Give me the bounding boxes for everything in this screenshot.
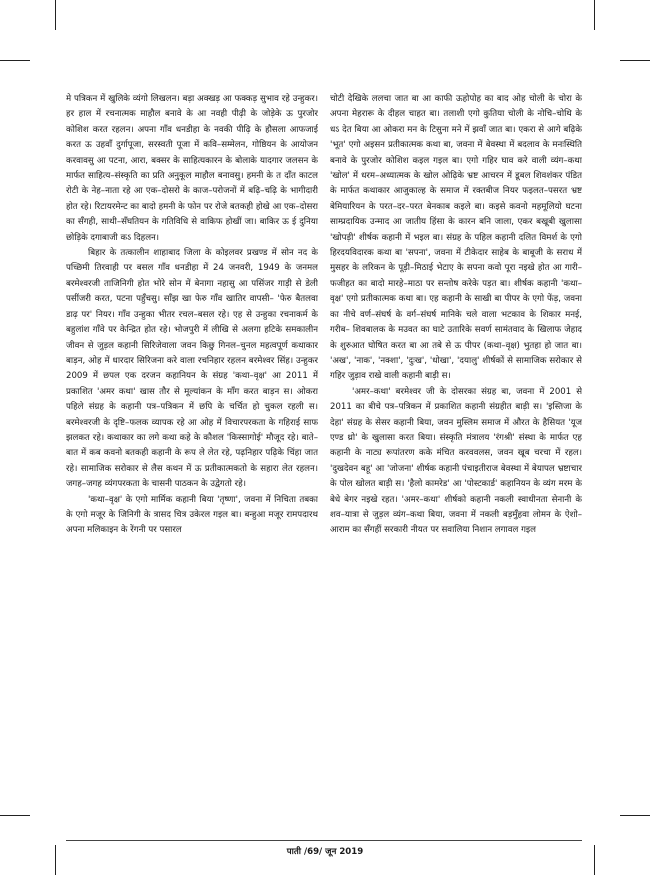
paragraph: 'कथा–वृक्ष' के एगो मार्मिक कहानी बिया 'तृष्णा', जवना में निचिता तबका के एगो मजूर के जिनिगी के त्रासद चित्र उकेरल गइल बा। बन्हुआ मजूर रामपदारथ अपना मलिकाइन के रेंगनी पर पसारल — [66, 494, 318, 536]
paragraph: 'अमर–कथा' बरमेश्वर जी के दोसरका संग्रह बा, जवना में 2001 से 2011 का बीचे पत्र–पत्रिकन में प्रकाशित कहानी संग्रहीत बाड़ी स। 'इस्तिजा के देहा' संग्रह के सेसर कहानी बिया, जवन मुस्लिम समाज में औरत के हैसियत 'यूज एण्ड थ्रो' के खुलासा करत बिया। संस्कृति मंत्रालय 'रंगश्री' संस्था के मार्फत एह कहानी के नाट्य रूपांतरण कके मंचित करववलस, जवन खूब चरचा में रहल। 'दुखदेवन बहू' आ 'जोजना' शीर्षक कहानी पंचाइतीराज बेवस्था में बेयापल भ्रष्टाचार के पोल खोलत बाड़ी स। 'हैलो कामरेड' आ 'पोस्टकार्ड' कहानियन के व्यंग मरम के बेधे बेगर नइखे रहत। 'अमर–कथा' शीर्षको कहानी नकली स्वाधीनता सेनानी के शव–यात्रा से जुड़ल व्यंग–कथा बिया, जवना में नकली बड़मुँहवा लोमन के ऐशो–आराम का सँगहीं सरकारी नीयत पर सवालिया निशान लगावल गइल — [330, 386, 582, 536]
article-body — [66, 92, 582, 834]
footer-rule — [66, 840, 582, 841]
crop-mark — [0, 60, 30, 61]
crop-mark — [594, 0, 595, 30]
right-column — [330, 92, 582, 834]
crop-mark — [620, 60, 650, 61]
paragraph: चोटी देखिके ललचा जात बा आ काफी ऊहोपोह का बाद ओह चोली के चोरा के अपना मेहरारू के दीहल चाहत बा। तलाशी एगो कुतिया चोली के नोचि–चोथि के धऽ देत बिया आ ओकरा मन के टिसुना मने में झवाँ जात बा। एकरा से आगे बढ़िके 'भूत' एगो अइसन प्रतीकात्मक कथा बा, जवना में बेवस्था में बदलाव के मनःस्थिति बनावे के पुरजोर कोशिश कइल गइल बा। एगो गहिर घाव करे वाली व्यंग–कथा 'खोल' में धरम–अध्यात्मक के खोल ओढ़िके भ्रष्ट आचरन में डूबल शिवशंकर पंडित के मार्फत कथाकार आजुकाल्ह के समाज में रक्तबीज नियर फइलत–पसरत भ्रष्ट बेमियारियन के परत–दर–परत बेनकाब कइले बा। कइसे कवनो महमूलियो घटना साम्प्रदायिक उन्माद आ जातीय हिंसा के कारन बनि जाला, एकर बखूबी खुलासा 'खोपड़ी' शीर्षक कहानी में भइल बा। संग्रह के पहिल कहानी दलित विमर्श के एगो हिरदयविदारक कथा बा 'सपना', जवना में टीकेदार साहेब के बाबूजी के सराध में मुसहर के लरिकन के पूड़ी–मिठाई भेटाए के सपना कवो पूरा नइखे होत आ गारी–फजीहत का बादो मारहे–माठा पर सन्तोष करेके पड़त बा। शीर्षक कहानी 'कथा–वृक्ष' एगो प्रतीकात्मक कथा बा। एह कहानी के साखी बा पीपर के एगो फेंड़, जवना का नीचे वर्ण–संघर्ष के वर्ग–संघर्ष मानिके चले वाला भटकाव के शिकार मनई, गरीब– शिवबालक के मउवत का घाटे उतारिके सवर्ण सामंतवाद के खिलाफ जेहाद के शुरुआत घोषित करत बा आ तबे से ऊ पीपर (कथा–वृक्ष) भुतहा हो जात बा। 'अख', 'नाक', 'नक्शा', 'दुःख', 'धोखा', 'दयालु' शीर्षकों से सामाजिक सरोकार से गहिर जुड़ाव राखे वाली कहानी बाड़ी स। — [330, 94, 582, 382]
paragraph: मे पत्रिकन में खुलिके व्यंगो लिखलन। बड़ा अक्खड़ आ फक्कड़ सुभाव रहे उन्हुकर। हर हाल में रचनात्मक माहौल बनावे के आ नवही पीढ़ी के जोड़ेके ऊ पुरजोर कोशिश करत रहलन। अपना गाँव धनडीहा के नवकी पीढ़ि के हौसला आफजाई करत ऊ उहवाँ दुर्गापूजा, सरस्वती पूजा में कवि–सम्मेलन, गोष्ठियन के आयोजन करवावसु आ पटना, आरा, बक्सर के साहित्यकारन के बोलाके यादगार जलसन के मार्फत साहित्य–संस्कृति का प्रति अनुकूल माहौल बनावसु। हमनी के त दाँत काटल रोटी के नेह–नाता रहे आ एक–दोसरो के काज–परोजनों में बढ़ि–चढ़ि के भागीदारी होत रहे। रिटायरमेन्ट का बादो हमनी के फोन पर रोजे बतकही होखे आ एक–दोसरा का सँगही, साथी–सँघतियन के गतिविधि से वाकिफ होखीं जा। बाकिर ऊ ई दुनिया छोड़िके दगाबाजी कऽ दिहलन। — [66, 94, 318, 243]
crop-mark — [0, 815, 30, 816]
page-footer: पाती /69/ जून 2019 — [286, 847, 364, 857]
crop-mark — [620, 815, 650, 816]
paragraph: बिहार के तत्कालीन शाहाबाद जिला के कोइलवर प्रखण्ड में सोन नद के पच्छिमी तिरवाही पर बसल गाँव धनडीहा में 24 जनवरी, 1949 के जनमल बरमेश्वरजी ताजिनिगी होत भोरे सोन में बेनागा नहासु आ पसिंजर गाड़ी से डेली पसींजरी करत, पटना पहुँचसु। साँझ खा फेरु गाँव खातिर वापसी– 'फेरु बैतलवा डाढ़ पर' नियर। गाँव उन्हुका भीतर रचल–बसल रहे। एह से उन्हुका रचनाकर्म के बहुलांश गाँवे पर केन्द्रित होत रहे। भोजपुरी में लीखि से अलगा हटिके समकालीन जीवन से जुड़ल कहानी सिरिजेवाला जवन किछु गिनल–चुनल महत्वपूर्ण कथाकार बाड़न, ओह में धारदार सिरिजना करे वाला रचनिहार रहलन बरमेश्वर सिंह। उन्हुकर 2009 में छपल एक दरजन कहानियन के संग्रह 'कथा–वृक्ष' आ 2011 में प्रकाशित 'अमर कथा' खास तौर से मूल्यांकन के माँग करत बाड़न स। ओकरा पहिले संग्रह के कहानी पत्र–पत्रिकन में छपि के चर्चित हो चुकल रहली स। बरमेश्वरजी के दृष्टि–फलक व्यापक रहे आ ओह में विचारपरकता के गहिराई साफ झलकत रहे। कथाकार का लगे कथा कहे के कौशल 'किस्सागोई' मौजूद रहे। बाते–बात में कब कवनो बतकही कहानी के रूप ले लेत रहे, पढ़निहार पढ़िके चिंहा जात रहे। सामाजिक सरोकार से लैस कथन में ऊ प्रतीकात्मकतो के सहारा लेत रहलन। जगह–जगह व्यंगपरकता के चासनी पाठकन के उद्वेगतो रहे। — [66, 248, 318, 490]
left-column — [66, 92, 318, 834]
crop-mark — [55, 0, 56, 30]
